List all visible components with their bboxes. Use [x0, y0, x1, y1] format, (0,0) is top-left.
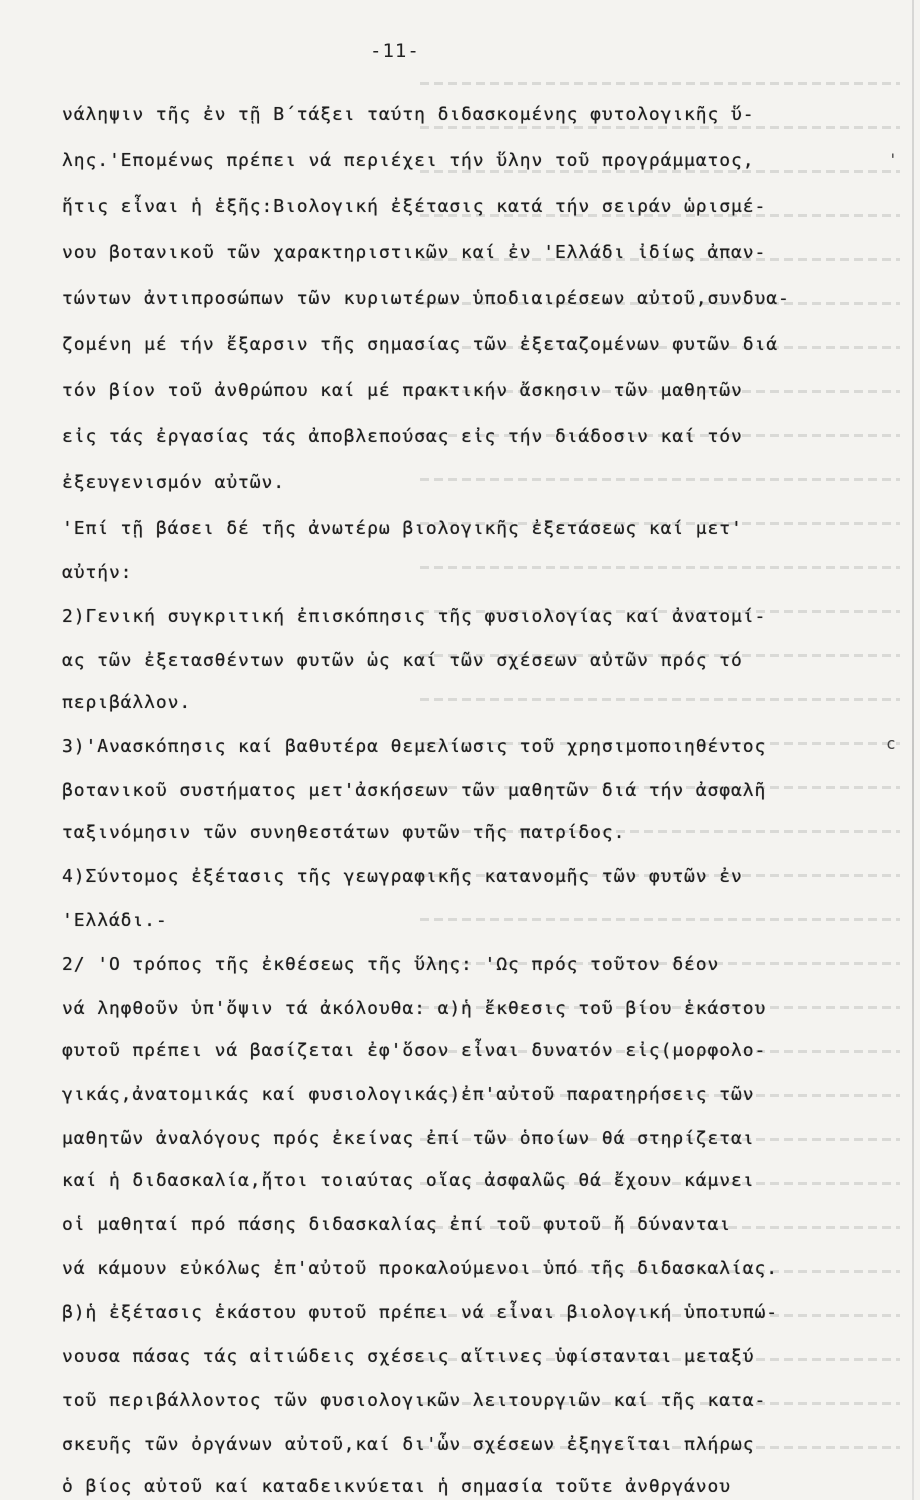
body-text — [62, 92, 892, 1500]
text-line: ὁ βίος αὐτοῦ καί καταδεικνύεται ἡ σημασία τοῦτε ἀνθργάνου — [62, 1476, 732, 1497]
text-line: 'Επί τῇ βάσει δέ τῆς ἀνωτέρω βιολογικῆς ἐξετάσεως καί μετ' — [62, 518, 743, 539]
text-line: νά ληφθοῦν ὑπ'ὄψιν τά ἀκόλουθα: α)ἡ ἔκθεσις τοῦ βίου ἑκάστου — [62, 998, 767, 1019]
text-line: σκευῆς τῶν ὀργάνων αὐτοῦ,καί δι'ὧν σχέσεων ἐξηγεῖται πλήρως — [62, 1434, 755, 1455]
text-line: οἱ μαθηταί πρό πάσης διδασκαλίας ἐπί τοῦ φυτοῦ ἤ δύνανται — [62, 1214, 732, 1235]
text-line: ζομένη μέ τήν ἔξαρσιν τῆς σημασίας τῶν ἐξεταζομένων φυτῶν διά — [62, 334, 778, 355]
text-line: τόν βίον τοῦ ἀνθρώπου καί μέ πρακτικήν ἄσκησιν τῶν μαθητῶν — [62, 380, 743, 401]
text-line: τώντων ἀντιπροσώπων τῶν κυριωτέρων ὑποδιαιρέσεων αὐτοῦ,συνδυα- — [62, 288, 790, 309]
page-number: -11- — [370, 40, 420, 62]
margin-mark-c: c — [886, 734, 896, 753]
text-line: νά κάμουν εὐκόλως ἐπ'αὐτοῦ προκαλούμενοι ὑπό τῆς διδασκαλίας. — [62, 1258, 778, 1279]
page-edge-shadow — [912, 0, 914, 1500]
text-line: β)ἡ ἐξέτασις ἑκάστου φυτοῦ πρέπει νά εἶναι βιολογική ὑποτυπώ- — [62, 1302, 778, 1323]
text-line: αὐτήν: — [62, 562, 133, 583]
text-line: 4)Σύντομος ἐξέτασις τῆς γεωγραφικῆς κατανομῆς τῶν φυτῶν ἐν — [62, 866, 743, 887]
text-line: λης.'Επομένως πρέπει νά περιέχει τήν ὕλην τοῦ προγράμματος, — [62, 150, 755, 171]
text-line: γικάς,ἀνατομικάς καί φυσιολογικάς)ἐπ'αὐτοῦ παρατηρήσεις τῶν — [62, 1084, 755, 1105]
text-line: 'Ελλάδι.- — [62, 910, 168, 931]
text-line: ταξινόμησιν τῶν συνηθεστάτων φυτῶν τῆς πατρίδος. — [62, 822, 626, 843]
text-line: νουσα πάσας τάς αἰτιώδεις σχέσεις αἵτινες ὑφίστανται μεταξύ — [62, 1346, 755, 1367]
text-line: 3)'Ανασκόπησις καί βαθυτέρα θεμελίωσις τοῦ χρησιμοποιηθέντος — [62, 736, 767, 757]
text-line: καί ἡ διδασκαλία,ἤτοι τοιαύτας οἵας ἀσφαλῶς θά ἔχουν κάμνει — [62, 1170, 755, 1191]
text-line: μαθητῶν ἀναλόγους πρός ἐκείνας ἐπί τῶν ὁποίων θά στηρίζεται — [62, 1128, 755, 1149]
text-line: βοτανικοῦ συστήματος μετ'ἀσκήσεων τῶν μαθητῶν διά τήν ἀσφαλῆ — [62, 780, 767, 801]
text-line: 2/ 'Ο τρόπος τῆς ἐκθέσεως τῆς ὕλης: 'Ως πρός τοῦτον δέον — [62, 954, 720, 975]
text-line: περιβάλλον. — [62, 692, 192, 713]
text-line: 2)Γενική συγκριτική ἐπισκόπησις τῆς φυσιολογίας καί ἀνατομί- — [62, 606, 767, 627]
text-line: τοῦ περιβάλλοντος τῶν φυσιολογικῶν λειτουργιῶν καί τῆς κατα- — [62, 1390, 767, 1411]
text-line: ἥτις εἶναι ἡ ἑξῆς:Βιολογική ἐξέτασις κατά τήν σειράν ὡρισμέ- — [62, 196, 767, 217]
text-line: φυτοῦ πρέπει νά βασίζεται ἐφ'ὅσον εἶναι δυνατόν εἰς(μορφολο- — [62, 1040, 767, 1061]
text-line: νου βοτανικοῦ τῶν χαρακτηριστικῶν καί ἐν 'Ελλάδι ἰδίως ἀπαν- — [62, 242, 767, 263]
text-line: ας τῶν ἐξετασθέντων φυτῶν ὡς καί τῶν σχέσεων αὐτῶν πρός τό — [62, 650, 743, 671]
margin-mark-top: ' — [888, 150, 898, 169]
text-line: εἰς τάς ἐργασίας τάς ἀποβλεπούσας εἰς τήν διάδοσιν καί τόν — [62, 426, 743, 447]
text-line: νάληψιν τῆς ἐν τῇ Β΄τάξει ταύτη διδασκομένης φυτολογικῆς ὕ- — [62, 104, 755, 125]
text-line: ἐξευγενισμόν αὐτῶν. — [62, 472, 286, 493]
